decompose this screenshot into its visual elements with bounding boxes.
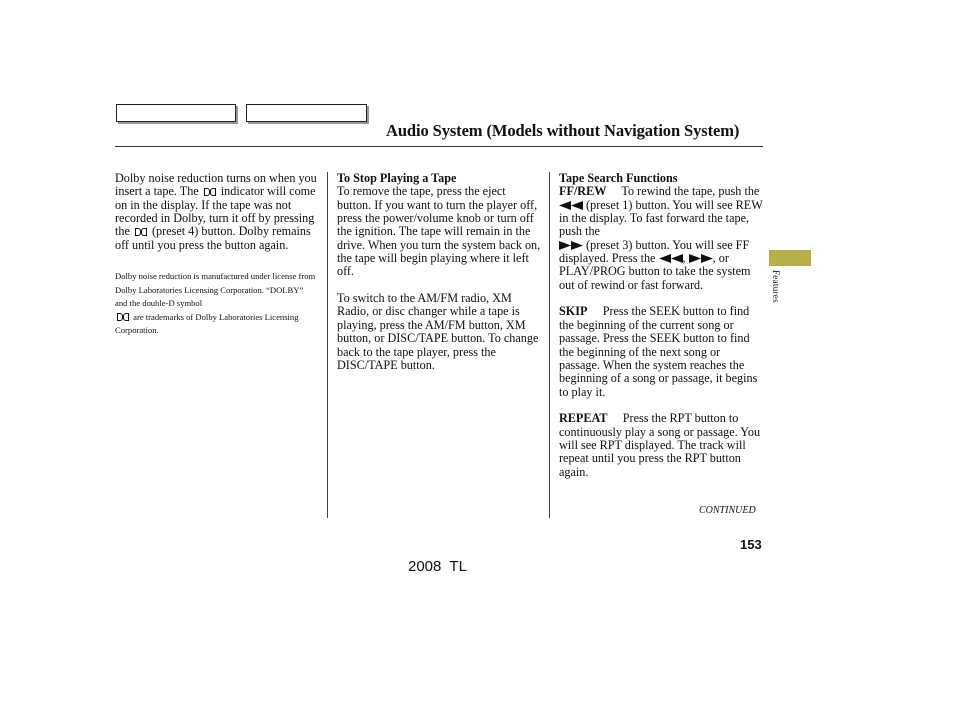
note-text-2: are trademarks of Dolby Laboratories Licensing Corporation. [115,311,299,336]
dolby-text-2: indicator will come on in the display. If the tape was not recorded in Dolby, turn it off by pressing the [115,184,316,239]
continued-label: CONTINUED [699,505,756,516]
dolby-double-d-icon [135,227,147,236]
header-rule [115,146,763,147]
note-text-1: Dolby noise reduction is manufactured under license from Dolby Laboratories Licensing Corporation. “DOLBY” and the double-D symbol [115,271,316,309]
repeat-text: Press the RPT button to continuously play a song or passage. You will see RPT displayed. The track will repeat until you press the RPT button again. [559,411,761,479]
switch-source-text: To switch to the AM/FM radio, XM Radio, or disc changer while a tape is playing, press the AM/FM button, XM button, or DISC/TAPE button. To change back to the tape player, press the DISC/TAPE button. [337,291,539,372]
stop-tape-heading: To Stop Playing a Tape [337,171,457,185]
dolby-text-3: (preset 4) button. Dolby remains off until you press the button again. [115,224,311,252]
dolby-double-d-icon [117,312,129,321]
ff-rew-text-4: , or PLAY/PROG button to take the system out of rewind or fast forward. [559,251,751,292]
model-footer: 2008 TL [408,558,467,575]
nav-box-previous[interactable] [116,104,236,122]
column-divider [549,172,550,518]
tape-search-heading: Tape Search Functions [559,171,678,185]
column-divider [327,172,328,518]
dolby-trademark-note [115,270,317,338]
section-label: Features [771,270,781,303]
fast-forward-icon [689,254,713,263]
column-stop-tape [337,172,542,386]
fast-forward-icon [559,241,583,250]
ff-rew-label: FF/REW [559,184,607,199]
ff-rew-text-3: (preset 3) button. You will see FF displayed. Press the [559,237,750,266]
section-tab[interactable] [769,250,811,266]
dolby-text-1: Dolby noise reduction turns on when you insert a tape. The [115,171,317,199]
repeat-label: REPEAT [559,411,608,426]
ff-rew-text-1: To rewind the tape, push the [621,184,760,199]
dolby-double-d-icon [204,187,216,196]
skip-text: Press the SEEK button to find the beginning of the current song or passage. Press the SEEK button to find the beginning of the next song or passage. When the system reaches the beginning of a song or passage, it begins to play it. [559,304,758,399]
dolby-paragraph [115,172,317,252]
ff-rew-text-2: (preset 1) button. You will see REW in the display. To fast forward the tape, push the [559,197,763,239]
skip-label: SKIP [559,304,588,319]
nav-box-next[interactable] [246,104,367,122]
page-number: 153 [740,537,762,552]
rewind-icon [659,254,683,263]
ff-rew-comma: , [682,251,686,266]
column-dolby [115,172,317,351]
page-title: Audio System (Models without Navigation System) [386,121,740,140]
stop-tape-text: To remove the tape, press the eject button. If you want to turn the player off, press the power/volume knob or turn off the ignition. The tape will remain in the drive. When you turn the system back on, the tape will begin playing where it left off. [337,184,541,279]
rewind-icon [559,201,583,210]
column-tape-search [559,172,764,492]
